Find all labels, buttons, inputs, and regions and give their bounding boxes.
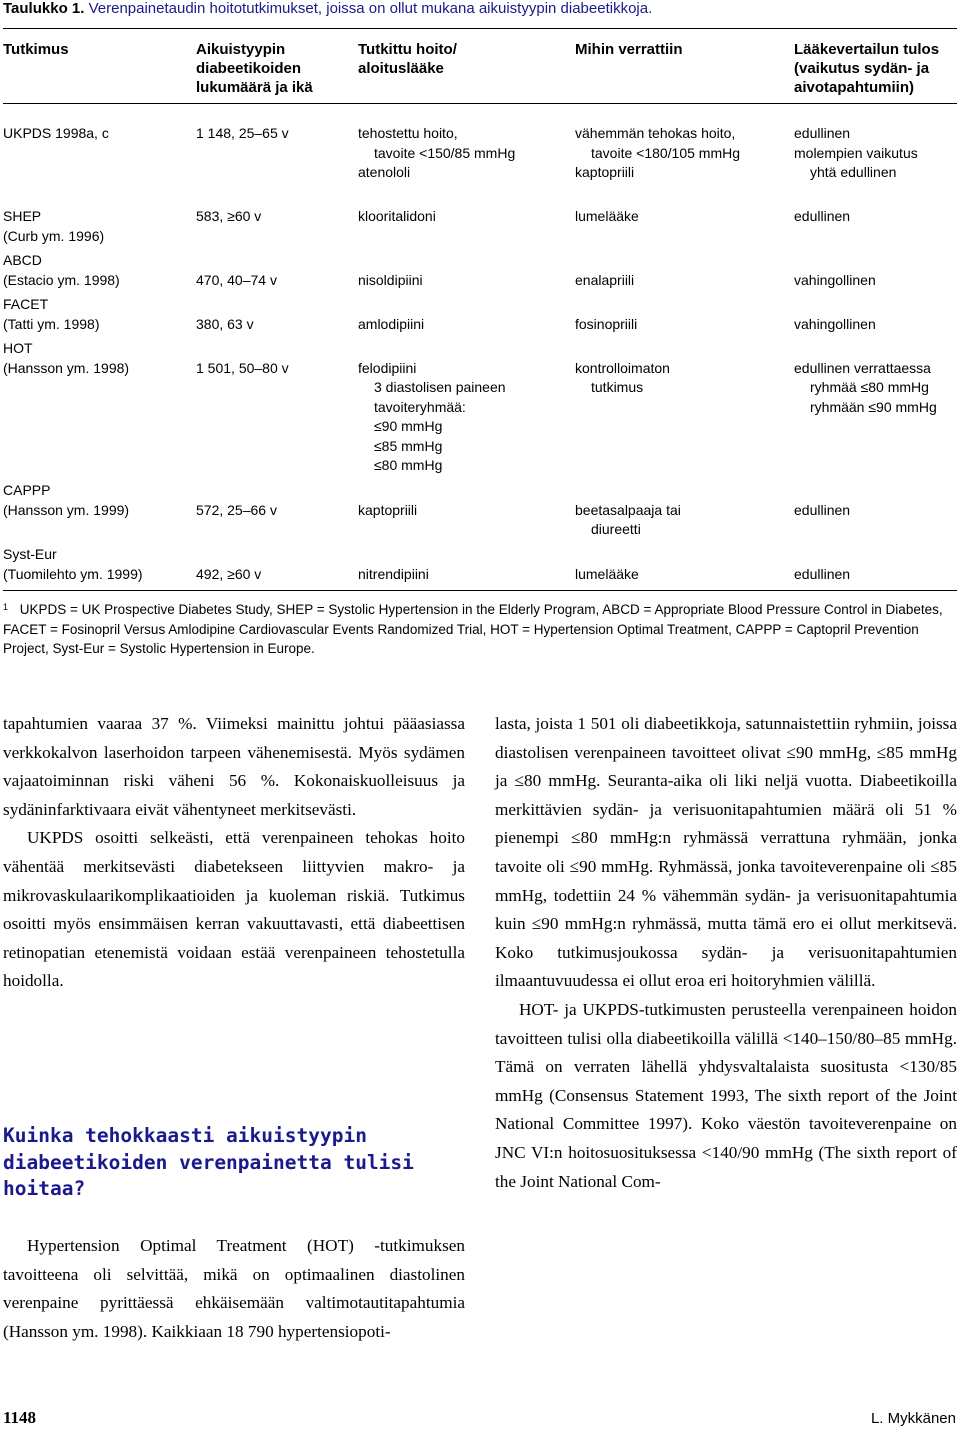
table-header-line: aloituslääke (358, 60, 444, 77)
cell-line: edullinen (794, 125, 851, 141)
cell-result (794, 359, 937, 418)
cell-study (3, 481, 129, 520)
table-caption-label: Taulukko 1. (3, 0, 85, 17)
cell-line: kaptopriili (575, 164, 635, 180)
cell-comparison: lumelääke (575, 565, 639, 582)
cell-line: diureetti (591, 521, 641, 537)
cell-line: edullinen verrattaessa (794, 359, 931, 376)
table-header-line: Lääkevertailun tulos (794, 41, 940, 58)
table-header-comparison (575, 40, 683, 59)
cell-line: felodipiini (358, 359, 417, 376)
cell-line: ≤85 mmHg (374, 437, 443, 454)
cell-line: atenololi (358, 164, 411, 180)
cell-line: vähemmän tehokas hoito, (575, 125, 736, 141)
cell-comparison (575, 124, 740, 183)
footnote-marker: 1 (3, 602, 9, 612)
cell-line: HOT (3, 340, 33, 356)
section-heading: Kuinka tehokkaasti aikuistyypin diabeetikoiden verenpainetta tulisi hoitaa? (3, 1124, 414, 1200)
body-column-left (3, 710, 465, 996)
table-bottom-rule (3, 590, 957, 591)
table-footnote (3, 600, 957, 659)
cell-line: yhtä edullinen (810, 164, 897, 180)
cell-result: edullinen (794, 501, 851, 518)
cell-line: ryhmään ≤90 mmHg (810, 398, 937, 415)
cell-line: CAPPP (3, 482, 51, 498)
cell-result: vahingollinen (794, 271, 876, 288)
table-header-line: aivotapahtumiin) (794, 79, 915, 96)
cell-treatment: nisoldipiini (358, 271, 423, 288)
cell-line: (Tatti ym. 1998) (3, 315, 100, 332)
body-paragraph: lasta, joista 1 501 oli diabeetikkoja, satunnaistettiin ryhmiin, joissa diastolisen verenpaineen tavoitteet olivat ≤90 mmHg, ≤85 mmHg ja ≤80 mmHg. Seuranta-aika oli liki neljä vuotta. Diabeetikoilla merkittävien sydän- ja verisuonitapahtumien määrä oli 51 % pienempi ≤80 mmHg:n ryhmässä verrattuna ryhmään, jonka tavoite oli ≤90 mmHg. Ryhmässä, jonka tavoiteverenpaine oli ≤85 mmHg, todettiin 24 % vähemmän sydän- ja verisuonitapahtumia kuin ≤90 mmHg:n ryhmässä, mutta tämä ero ei ollut merkitsevä. Koko tutkimusjoukossa sydän- ja verisuonitapahtumien ilmaantuvuudessa ei ollut eroa eri hoitoryhmien välillä. (495, 714, 957, 991)
cell-study (3, 339, 129, 378)
cell-line: (Hansson ym. 1998) (3, 359, 130, 376)
cell-n-age: 492, ≥60 v (196, 565, 262, 582)
cell-line: Syst-Eur (3, 546, 57, 562)
footnote-text: UKPDS = UK Prospective Diabetes Study, SHEP = Systolic Hypertension in the Elderly Program, ABCD = Appropriate Blood Pressure Control in Diabetes, FACET = Fosinopril Versus Amlodipine Cardiovascular Events Randomized Trial, HOT = Hypertension Optimal Treatment, CAPPP = Captopril Prevention Project, Syst-Eur = Systolic Hypertension in Europe. (3, 602, 943, 656)
author-name: L. Mykkänen (870, 1410, 956, 1427)
table-header-line: Aikuistyypin (196, 41, 286, 58)
cell-result: edullinen (794, 565, 851, 582)
cell-treatment: kaptopriili (358, 501, 418, 518)
cell-study (3, 251, 120, 290)
cell-treatment: klooritalidoni (358, 208, 436, 224)
cell-result (794, 124, 918, 183)
body-paragraph: HOT- ja UKPDS-tutkimusten perusteella verenpaineen hoidon tavoitteen tulisi olla diabeetikoilla välillä <140–150/80–85 mmHg. Tämä on verraten lähellä yhdysvaltalaista suositusta <130/85 mmHg (Consensus Statement 1993, The sixth report of the Joint National Committee 1997). Koko väestön tavoiteverenpaine on JNC VI:n hoitosuosituksessa <140/90 mmHg (The sixth report of the Joint National Com- (495, 999, 957, 1191)
cell-line: kontrolloimaton (575, 359, 670, 376)
cell-line: ryhmää ≤80 mmHg (810, 379, 929, 395)
table-header-line: Mihin verrattiin (575, 41, 683, 58)
cell-study (3, 207, 104, 246)
cell-line: tavoite <150/85 mmHg (374, 144, 516, 161)
cell-line: (Tuomilehto ym. 1999) (3, 565, 143, 582)
cell-n-age: 1 501, 50–80 v (196, 359, 289, 376)
cell-comparison: fosinopriili (575, 315, 638, 332)
table-header-line: diabeetikoiden (196, 60, 302, 77)
cell-n-age: 572, 25–66 v (196, 501, 277, 518)
page-number: 1148 (3, 1408, 37, 1427)
cell-study (3, 124, 109, 144)
table-header-n-age (196, 40, 313, 97)
cell-line: (Hansson ym. 1999) (3, 501, 130, 518)
body-column-right (495, 710, 957, 1196)
cell-line: tutkimus (591, 379, 644, 395)
cell-line: UKPDS 1998a, c (3, 125, 109, 141)
table-header-line: (vaikutus sydän- ja (794, 60, 930, 77)
table-header-result (794, 40, 939, 97)
cell-result: vahingollinen (794, 315, 876, 332)
cell-line: tavoite <180/105 mmHg (591, 144, 741, 161)
body-paragraph: Hypertension Optimal Treatment (HOT) -tutkimuksen tavoitteena oli selvittää, mikä on optimaalinen diastolinen verenpaine pyrittäessä ehkäisemään valtimotautitapahtumia (Hansson ym. 1998). Kaikkiaan 18 790 hypertensiopoti- (3, 1236, 465, 1341)
body-paragraph: UKPDS osoitti selkeästi, että verenpaineen tehokas hoito vähentää merkitsevästi diabetekseen liittyvien makro- ja mikrovaskulaarikomplikaatioiden ja kuoleman riskiä. Tutkimus osoitti myös ensimmäisen kerran vakuuttavasti, että diabeettisen retinopatian etenemistä voidaan estää verenpaineen tehostetulla hoidolla. (3, 828, 465, 991)
cell-result: edullinen (794, 208, 851, 224)
cell-line: tehostettu hoito, (358, 125, 458, 141)
cell-line: molempien vaikutus (794, 144, 918, 161)
table-header-study (3, 40, 69, 59)
cell-n-age: 1 148, 25–65 v (196, 125, 289, 141)
table-top-rule (3, 28, 957, 29)
table-caption (3, 0, 652, 17)
cell-treatment (358, 124, 515, 183)
cell-treatment: amlodipiini (358, 315, 425, 332)
body-paragraph: tapahtumien vaaraa 37 %. Viimeksi mainittu johtui pääasiassa verkkokalvon laserhoidon tarpeen vähenemisestä. Myös sydämen vajaatoiminnan riski väheni 56 %. Kokonaiskuolleisuus ja sydäninfarktivaara eivät vähentyneet merkitsevästi. (3, 714, 465, 819)
cell-line: 3 diastolisen paineen (374, 379, 506, 395)
cell-line: tavoiteryhmää: (374, 398, 466, 415)
cell-line: ABCD (3, 252, 42, 268)
cell-treatment (358, 359, 506, 476)
cell-line: SHEP (3, 208, 42, 224)
cell-comparison (575, 359, 670, 398)
table-caption-text: Verenpainetaudin hoitotutkimukset, joissa on ollut mukana aikuistyypin diabeetikkoja. (84, 0, 653, 17)
table-header-treatment (358, 40, 457, 78)
cell-line: ≤80 mmHg (374, 457, 443, 473)
cell-study (3, 545, 143, 584)
cell-line: (Curb ym. 1996) (3, 227, 105, 244)
cell-line: beetasalpaaja tai (575, 501, 681, 518)
cell-n-age: 583, ≥60 v (196, 208, 262, 224)
table-header-line: lukumäärä ja ikä (196, 79, 313, 96)
cell-treatment: nitrendipiini (358, 565, 429, 582)
cell-comparison: lumelääke (575, 208, 639, 224)
cell-n-age: 380, 63 v (196, 315, 254, 332)
cell-line: (Estacio ym. 1998) (3, 271, 120, 288)
cell-comparison: enalapriili (575, 271, 635, 288)
cell-comparison (575, 501, 681, 540)
cell-n-age: 470, 40–74 v (196, 271, 277, 288)
cell-line: ≤90 mmHg (374, 418, 443, 434)
table-header-rule (3, 103, 957, 104)
table-header-line: Tutkimus (3, 41, 69, 58)
table-header-line: Tutkittu hoito/ (358, 41, 457, 58)
cell-line: FACET (3, 296, 49, 312)
cell-study (3, 295, 99, 334)
